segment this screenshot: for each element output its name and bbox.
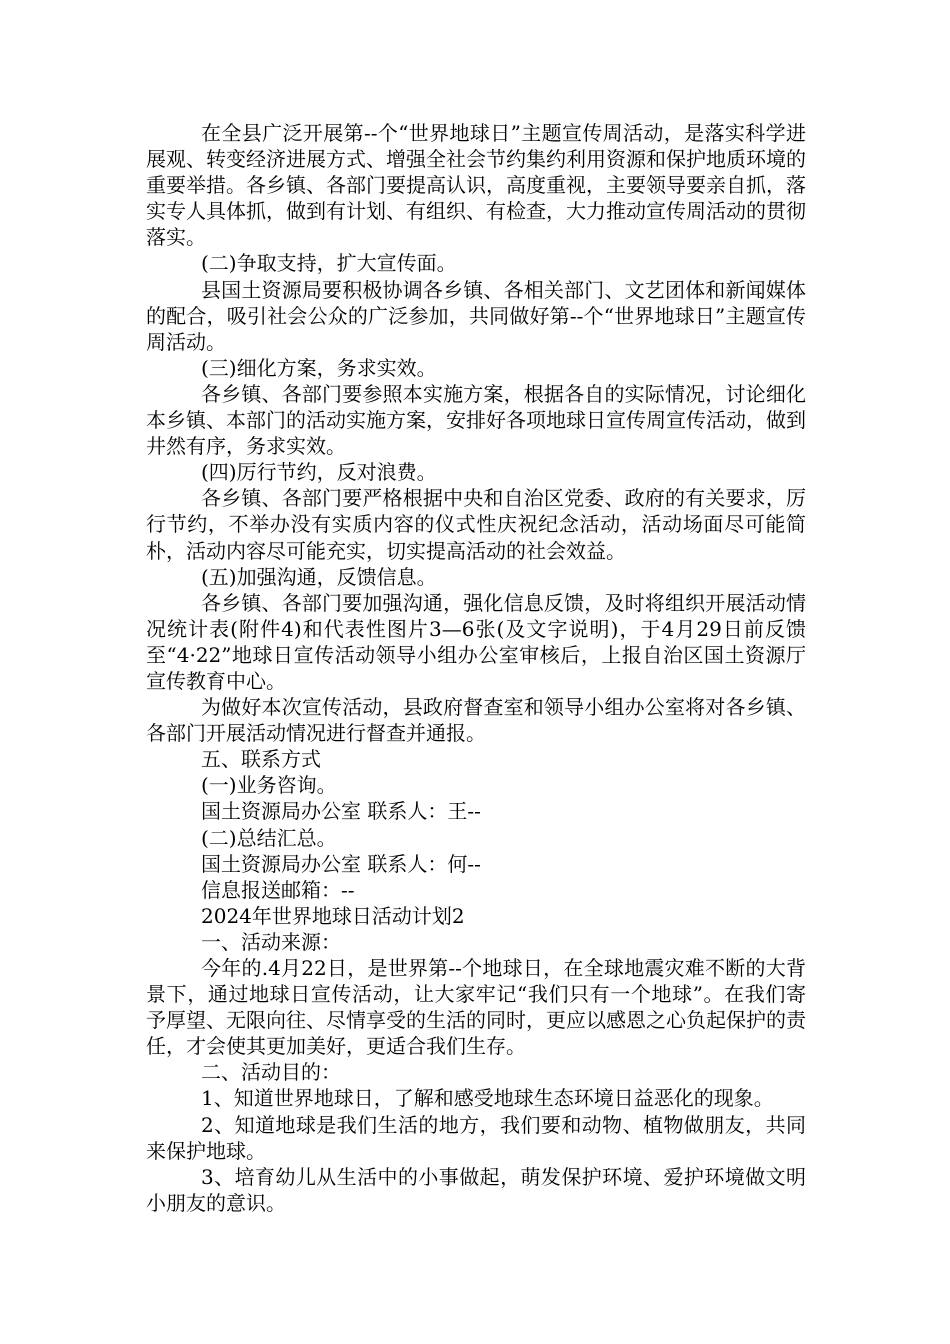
paragraph: 县国土资源局要积极协调各乡镇、各相关部门、文艺团体和新闻媒体的配合，吸引社会公众的广泛参加，共同做好第--个“世界地球日”主题宣传周活动。 <box>146 277 806 354</box>
section-heading: (四)厉行节约，反对浪费。 <box>201 460 437 485</box>
contact-line: 国土资源局办公室 联系人：王-- <box>201 799 481 824</box>
contact-line: 国土资源局办公室 联系人：何-- <box>201 851 481 876</box>
paragraph: 各乡镇、各部门要严格根据中央和自治区党委、政府的有关要求，厉行节约，不举办没有实质内容的仪式性庆祝纪念活动，活动场面尽可能简朴，活动内容尽可能充实，切实提高活动的社会效益。 <box>146 486 806 563</box>
list-item: 1、知道世界地球日，了解和感受地球生态环境日益恶化的现象。 <box>201 1086 774 1111</box>
section-heading: 一、活动来源： <box>201 929 341 954</box>
paragraph: 今年的.4月22日，是世界第--个地球日，在全球地震灾难不断的大背景下，通过地球日宣传活动，让大家牢记“我们只有一个地球”。在我们寄予厚望、无限向往、尽情享受的生活的同时，更应以感恩之心负起保护的责任，才会使其更加美好，更适合我们生存。 <box>146 956 806 1059</box>
email-line: 信息报送邮箱：-- <box>201 877 355 902</box>
section-heading: 二、活动目的： <box>201 1060 341 1085</box>
list-item: 3、培育幼儿从生活中的小事做起，萌发保护环境、爱护环境做文明小朋友的意识。 <box>146 1164 806 1215</box>
paragraph: 各乡镇、各部门要加强沟通，强化信息反馈，及时将组织开展活动情况统计表(附件4)和代表性图片3—6张(及文字说明)，于4月29日前反馈至“4·22”地球日宣传活动领导小组办公室审核后，上报自治区国土资源厅宣传教育中心。 <box>146 590 806 693</box>
section-heading: (五)加强沟通，反馈信息。 <box>201 564 437 589</box>
paragraph: 各乡镇、各部门要参照本实施方案，根据各自的实际情况，讨论细化本乡镇、本部门的活动实施方案，安排好各项地球日宣传周宣传活动，做到井然有序，务求实效。 <box>146 381 806 459</box>
document-body <box>146 120 806 1216</box>
list-item: 2、知道地球是我们生活的地方，我们要和动物、植物做朋友，共同来保护地球。 <box>146 1112 806 1163</box>
paragraph: 在全县广泛开展第--个“世界地球日”主题宣传周活动，是落实科学进展观、转变经济进展方式、增强全社会节约集约利用资源和保护地质环境的重要举措。各乡镇、各部门要提高认识，高度重视，主要领导要亲自抓，落实专人具体抓，做到有计划、有组织、有检查，大力推动宣传周活动的贯彻落实。 <box>146 121 806 250</box>
section-heading: (二)争取支持，扩大宣传面。 <box>201 251 457 276</box>
section-heading: (三)细化方案，务求实效。 <box>201 355 437 380</box>
section-heading: (二)总结汇总。 <box>201 825 337 850</box>
section-heading: (一)业务咨询。 <box>201 773 337 798</box>
document-title: 2024年世界地球日活动计划2 <box>201 903 465 928</box>
paragraph: 为做好本次宣传活动，县政府督查室和领导小组办公室将对各乡镇、各部门开展活动情况进行督查并通报。 <box>146 695 806 746</box>
section-heading: 五、联系方式 <box>201 747 321 772</box>
